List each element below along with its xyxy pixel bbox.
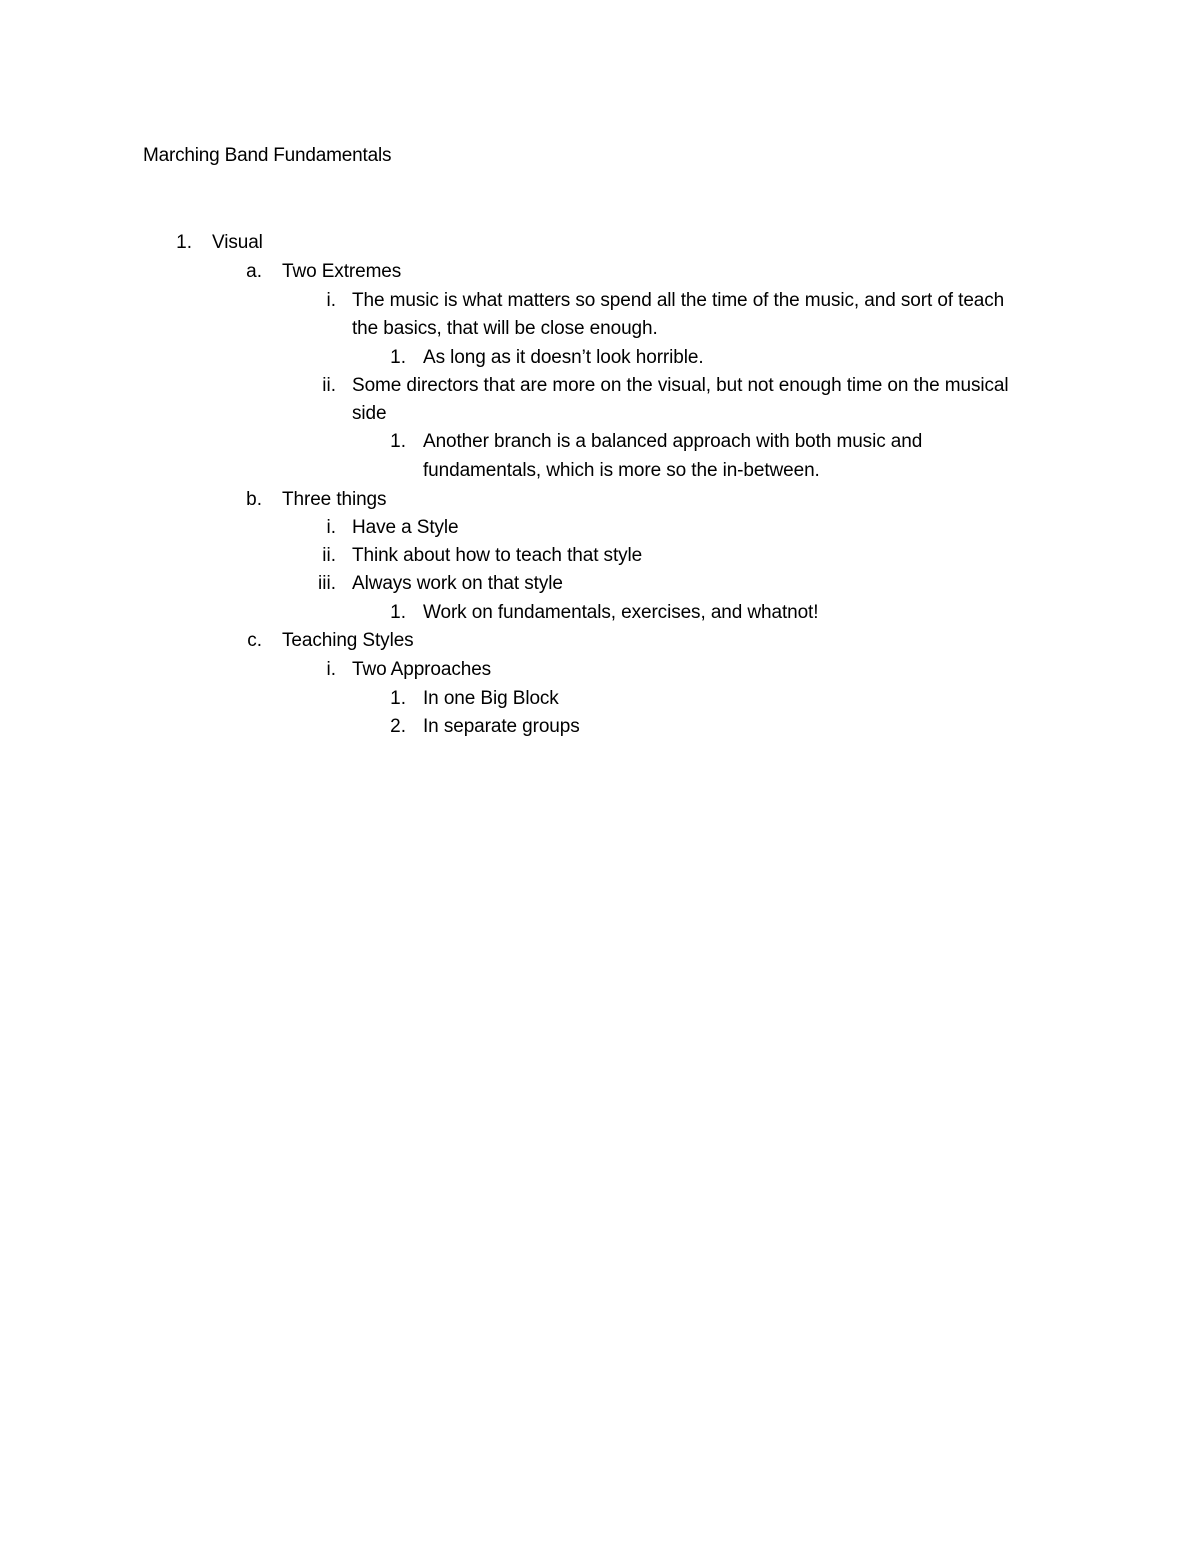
outline-marker: ii.: [322, 545, 336, 566]
outline-item-text: Have a Style: [352, 517, 459, 538]
outline-marker: b.: [246, 489, 262, 510]
outline-marker: 1.: [390, 431, 406, 452]
outline-item-text: Work on fundamentals, exercises, and whatnot!: [423, 602, 819, 623]
outline-item-continuation: the basics, that will be close enough.: [352, 318, 658, 339]
outline-marker: i.: [326, 290, 336, 311]
outline-marker: ii.: [322, 375, 336, 396]
outline-item-text: Some directors that are more on the visual, but not enough time on the musical: [352, 375, 1009, 396]
document-title: Marching Band Fundamentals: [143, 145, 392, 166]
outline-marker: 1.: [390, 688, 406, 709]
outline-item-continuation: fundamentals, which is more so the in-between.: [423, 460, 820, 481]
outline-item-two-extremes: Two Extremes: [282, 261, 402, 282]
outline-item-text: Two Approaches: [352, 659, 492, 680]
outline-item-text: Think about how to teach that style: [352, 545, 643, 566]
outline-marker: 2.: [390, 716, 406, 737]
outline-item-text: Always work on that style: [352, 573, 563, 594]
outline-marker: i.: [326, 517, 336, 538]
outline-item-text: The music is what matters so spend all the time of the music, and sort of teach: [352, 290, 1005, 311]
outline-marker: iii.: [318, 573, 336, 594]
outline-marker: 1.: [176, 232, 192, 253]
outline-item-teaching-styles: Teaching Styles: [282, 630, 414, 651]
outline-marker: i.: [326, 659, 336, 680]
outline-marker: c.: [247, 630, 262, 651]
outline-marker: 1.: [390, 347, 406, 368]
outline-item-text: In one Big Block: [423, 688, 559, 709]
outline-item-text: Another branch is a balanced approach with both music and: [423, 431, 923, 452]
outline-marker: 1.: [390, 602, 406, 623]
outline-item-visual: Visual: [212, 232, 263, 253]
outline-item-three-things: Three things: [282, 489, 387, 510]
outline-item-text: As long as it doesn’t look horrible.: [423, 347, 704, 368]
outline-item-continuation: side: [352, 403, 387, 424]
outline-marker: a.: [246, 261, 262, 282]
outline-item-text: In separate groups: [423, 716, 580, 737]
